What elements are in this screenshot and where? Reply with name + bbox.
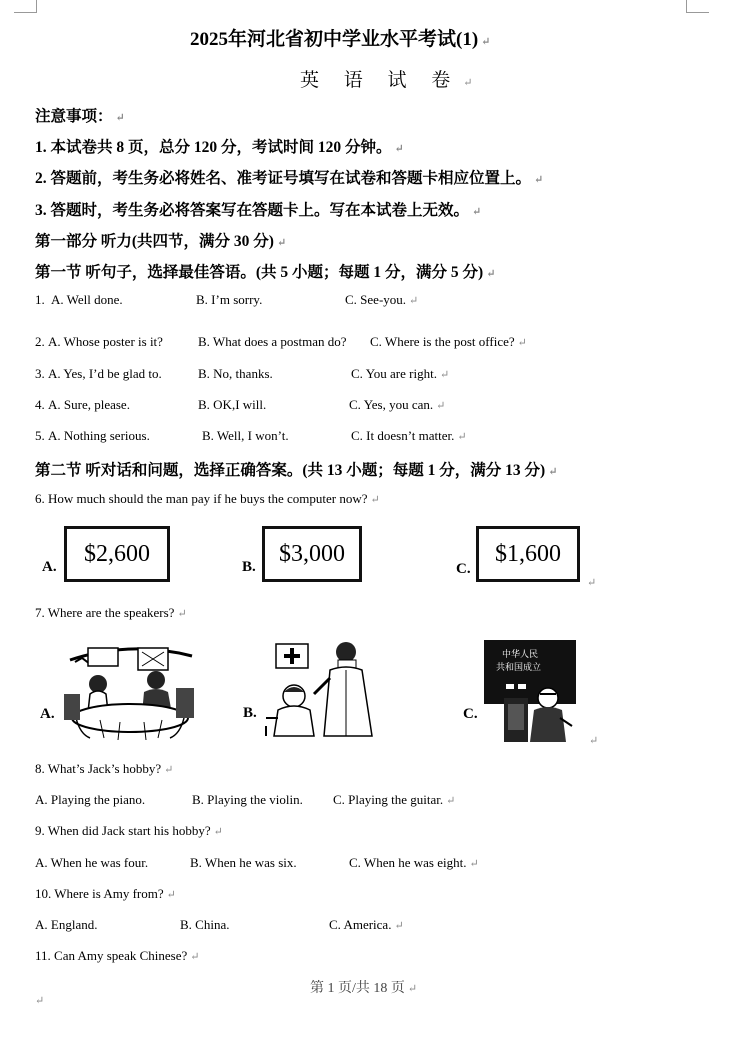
paragraph-mark: ↵	[35, 995, 45, 1007]
question-4-option-c: C. Yes, you can. ↵	[349, 397, 446, 412]
price-box-a	[64, 526, 170, 582]
question-10-text: 10. Where is Amy from? ↵	[35, 886, 176, 901]
question-5: 5.	[35, 428, 45, 443]
question-5-option-c: C. It doesn’t matter. ↵	[351, 428, 467, 443]
question-7-text: 7. Where are the speakers? ↵	[35, 605, 187, 620]
price-box-b	[262, 526, 362, 582]
section2-heading: 第二节 听对话和问题，选择正确答案。(共 13 小题；每题 1 分，满分 13 分) ↵	[35, 462, 558, 479]
question-10-option-a: A. England.	[35, 917, 98, 932]
page-title: 2025年河北省初中学业水平考试(1) ↵	[190, 29, 491, 50]
question-2-option-b: B. What does a postman do?	[198, 334, 347, 349]
price-box-c	[476, 526, 580, 582]
question-9-option-a: A. When he was four.	[35, 855, 149, 870]
crop-mark-left	[14, 0, 37, 13]
question-10-option-b: B. China.	[180, 917, 230, 932]
classroom-picture	[484, 640, 576, 744]
paragraph-mark: ↵	[589, 735, 599, 747]
question-8-option-b: B. Playing the violin.	[192, 792, 303, 807]
question-1-option-a: A. Well done.	[51, 292, 123, 307]
question-10-option-c: C. America. ↵	[329, 917, 404, 932]
question-1: 1.	[35, 292, 45, 307]
note-item: 3. 答题时，考生务必将答案写在答题卡上。写在本试卷上无效。 ↵	[35, 202, 482, 219]
question-4-option-b: B. OK,I will.	[198, 397, 267, 412]
question-11-text: 11. Can Amy speak Chinese? ↵	[35, 948, 200, 963]
question-4-option-a: A. Sure, please.	[48, 397, 130, 412]
question-9-option-b: B. When he was six.	[190, 855, 297, 870]
option-a-label: A.	[40, 706, 55, 722]
question-8-option-a: A. Playing the piano.	[35, 792, 146, 807]
question-3-option-b: B. No, thanks.	[198, 366, 273, 381]
question-2-option-c: C. Where is the post office? ↵	[370, 334, 527, 349]
note-item: 1. 本试卷共 8 页，总分 120 分，考试时间 120 分钟。 ↵	[35, 139, 404, 156]
option-c-label: C.	[463, 706, 478, 722]
option-a-label: A.	[42, 559, 57, 575]
question-5-option-a: A. Nothing serious.	[48, 428, 150, 443]
restaurant-picture	[60, 638, 202, 742]
question-4: 4.	[35, 397, 45, 412]
question-9-option-c: C. When he was eight. ↵	[349, 855, 479, 870]
page-subtitle: 英 语 试 卷 ↵	[300, 70, 483, 91]
page-footer: 第 1 页/共 18 页 ↵	[310, 981, 418, 996]
hospital-picture	[264, 638, 380, 738]
price-c: $1,600	[495, 541, 561, 567]
blackboard-text-line-2: 共和国成立	[496, 663, 542, 673]
blackboard-text-line-1: 中华人民	[502, 650, 539, 660]
question-3-option-c: C. You are right. ↵	[351, 366, 450, 381]
option-b-label: B.	[242, 559, 256, 575]
question-2: 2.	[35, 334, 45, 349]
question-5-option-b: B. Well, I won’t.	[202, 428, 289, 443]
option-c-label: C.	[456, 561, 471, 577]
notes-heading: 注意事项： ↵	[35, 108, 125, 125]
section1-heading: 第一节 听句子，选择最佳答语。(共 5 小题；每题 1 分，满分 5 分) ↵	[35, 264, 496, 281]
option-b-label: B.	[243, 705, 257, 721]
paragraph-mark: ↵	[587, 577, 597, 589]
question-2-option-a: A. Whose poster is it?	[48, 334, 163, 349]
question-3: 3.	[35, 366, 45, 381]
question-1-option-c: C. See-you. ↵	[345, 292, 419, 307]
price-b: $3,000	[279, 541, 345, 567]
price-a: $2,600	[84, 541, 150, 567]
part1-heading: 第一部分 听力(共四节，满分 30 分) ↵	[35, 233, 287, 250]
question-8-option-c: C. Playing the guitar. ↵	[333, 792, 456, 807]
question-3-option-a: A. Yes, I’d be glad to.	[48, 366, 162, 381]
question-8-text: 8. What’s Jack’s hobby? ↵	[35, 761, 174, 776]
question-6-text: 6. How much should the man pay if he buys the computer now? ↵	[35, 491, 380, 506]
question-1-option-b: B. I’m sorry.	[196, 292, 263, 307]
crop-mark-right	[686, 0, 709, 13]
note-item: 2. 答题前，考生务必将姓名、准考证号填写在试卷和答题卡相应位置上。 ↵	[35, 170, 544, 187]
question-9-text: 9. When did Jack start his hobby? ↵	[35, 823, 223, 838]
